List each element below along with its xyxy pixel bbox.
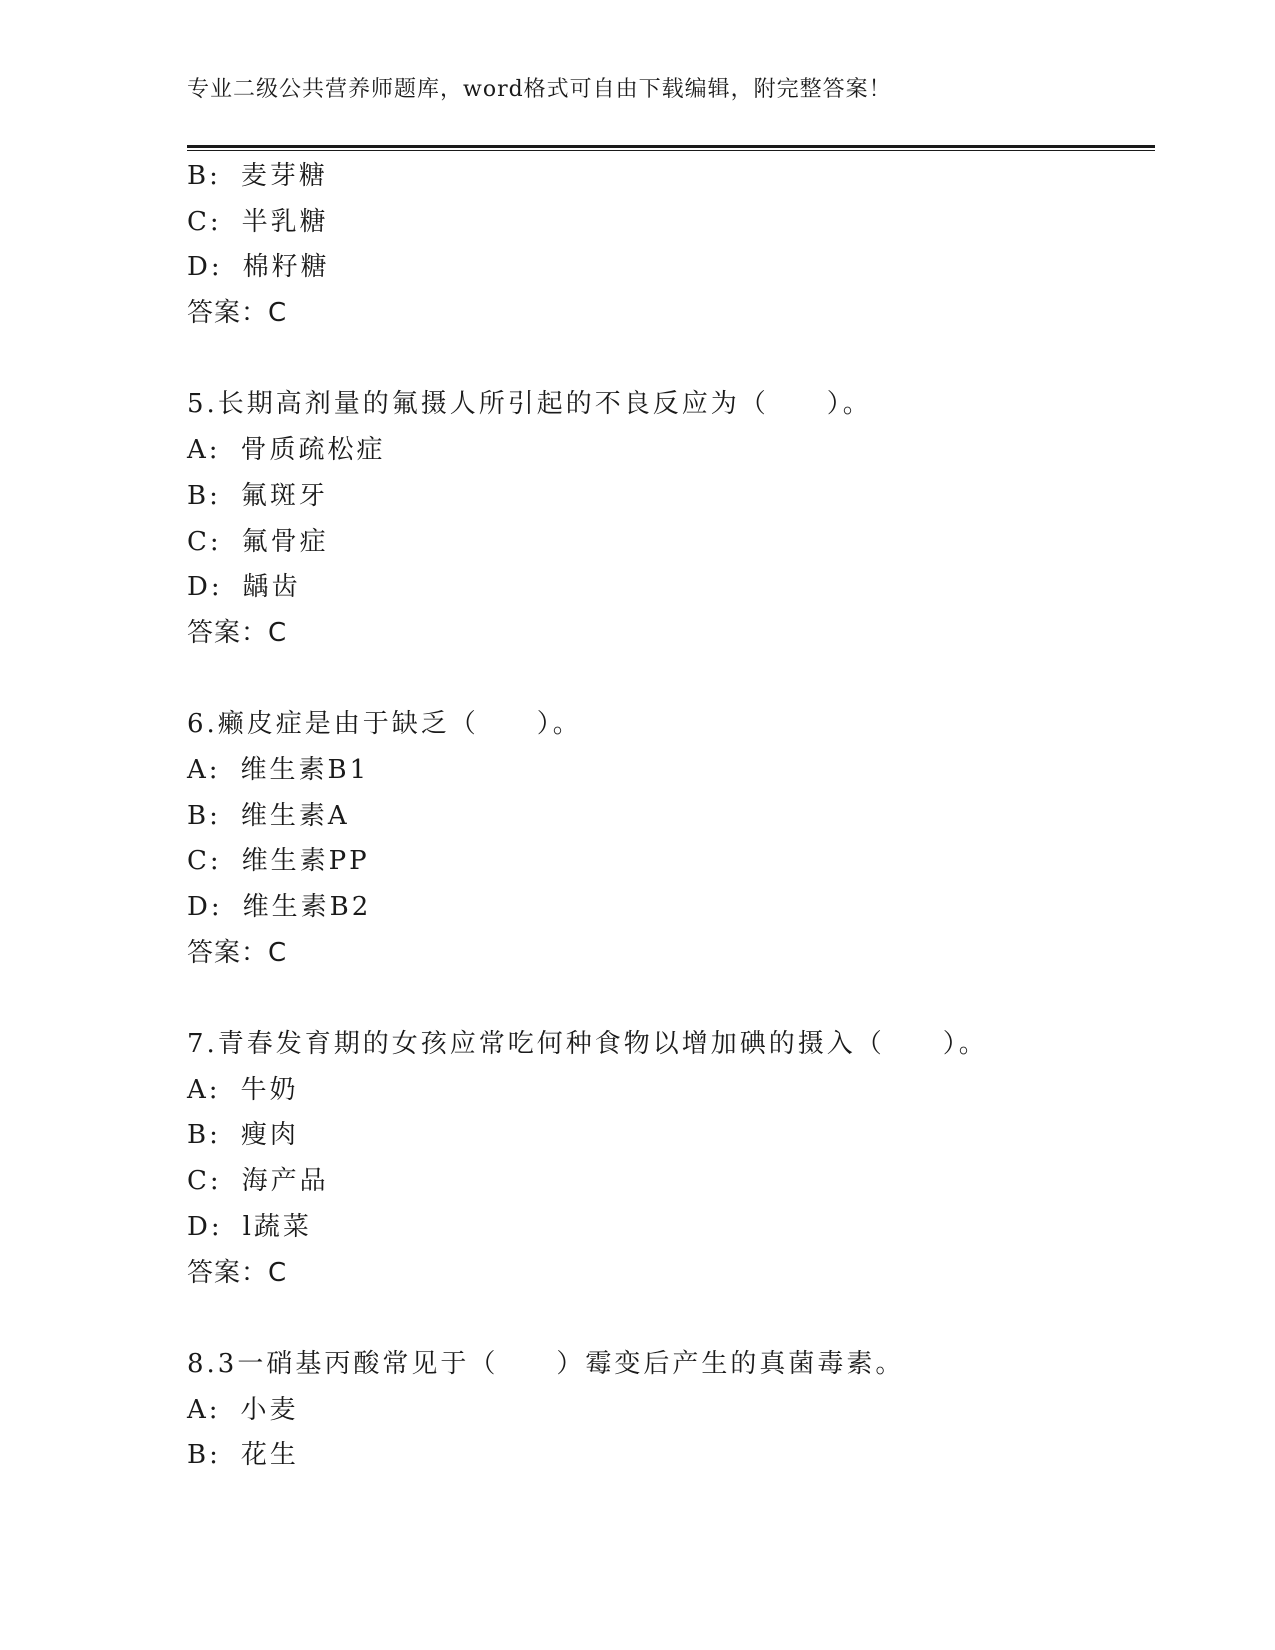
option-d: D: 龋齿: [187, 572, 301, 603]
option-a: A: 小麦: [187, 1394, 299, 1425]
question-stem: 5.长期高剂量的氟摄人所引起的不良反应为（ ）。: [187, 389, 872, 420]
option-d: D: 维生素B2: [187, 892, 372, 922]
option-a: A: 骨质疏松症: [187, 435, 386, 466]
question-continued: [187, 154, 1155, 337]
option-b: B: 氟斑牙: [187, 480, 328, 511]
option-b: B: 维生素A: [187, 800, 350, 831]
header-rule-thick: [187, 145, 1155, 148]
question-5: [187, 382, 1155, 656]
option-c: C: 半乳糖: [187, 206, 329, 237]
option-b: B: 瘦肉: [187, 1120, 299, 1151]
option-c: C: 维生素PP: [187, 846, 370, 877]
option-d: D: 棉籽糖: [187, 252, 330, 283]
page-header: 专业二级公共营养师题库，word格式可自由下载编辑，附完整答案！: [187, 77, 892, 102]
question-6: [187, 702, 1155, 976]
answer: 答案：C: [187, 937, 288, 968]
option-a: A: 牛奶: [187, 1074, 299, 1105]
option-c: C: 海产品: [187, 1166, 329, 1197]
question-7: [187, 1022, 1155, 1296]
option-c: C: 氟骨症: [187, 526, 329, 557]
question-stem: 8.3一硝基丙酸常见于（ ）霉变后产生的真菌毒素。: [187, 1348, 905, 1379]
question-list: [187, 154, 1155, 1479]
question-stem: 7.青春发育期的女孩应常吃何种食物以增加碘的摄入（ ）。: [187, 1029, 988, 1060]
option-d: D: l蔬菜: [187, 1211, 312, 1242]
answer: 答案：C: [187, 1257, 288, 1288]
option-b: B: 麦芽糖: [187, 161, 328, 191]
question-8: [187, 1342, 1155, 1479]
answer: 答案：C: [187, 617, 288, 648]
question-stem: 6.癞皮症是由于缺乏（ ）。: [187, 709, 582, 740]
header-rule-thin: [187, 150, 1155, 151]
option-b: B: 花生: [187, 1440, 299, 1471]
option-a: A: 维生素B1: [187, 754, 370, 785]
answer: 答案：C: [187, 298, 288, 329]
